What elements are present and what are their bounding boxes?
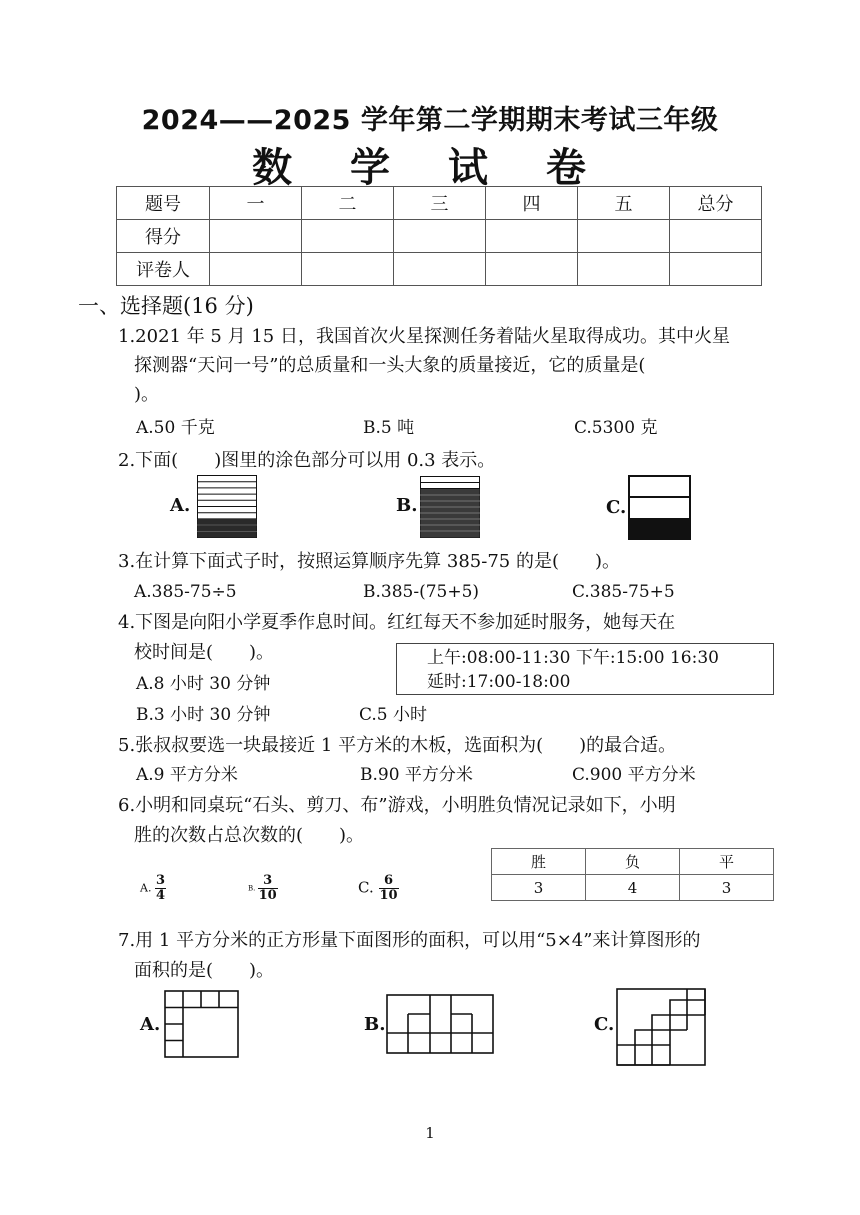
q3-option-c: C.385-75+5	[572, 582, 675, 602]
grader-cell	[210, 253, 302, 286]
fraction-denominator: 10	[258, 888, 277, 903]
q5-text: 5.张叔叔要选一块最接近 1 平方米的木板，选面积为( )的最合适。	[118, 735, 677, 756]
grader-row-label: 评卷人	[117, 253, 210, 286]
score-header-cell: 三	[394, 187, 486, 220]
q7-line1: 7.用 1 平方分米的正方形量下面图形的面积，可以用“5×4”来计算图形的	[118, 930, 701, 951]
q7-line2: 面积的是( )。	[134, 960, 275, 981]
score-header-cell: 一	[210, 187, 302, 220]
record-table	[491, 848, 774, 901]
schedule-line1: 上午:08:00-11:30 下午:15:00 16:30	[427, 648, 719, 668]
record-value-win: 3	[492, 875, 586, 901]
score-table	[116, 186, 762, 286]
fraction-denominator: 4	[155, 888, 165, 903]
score-cell	[486, 220, 578, 253]
q4-option-b: B.3 小时 30 分钟	[136, 705, 271, 725]
score-cell	[578, 220, 670, 253]
section-title: 一、选择题(16 分)	[78, 294, 254, 318]
q3-option-a: A.385-75÷5	[134, 582, 237, 602]
q3-option-b: B.385-(75+5)	[363, 582, 480, 602]
q5-option-a: A.9 平方分米	[136, 765, 238, 785]
fraction-denominator: 10	[379, 888, 398, 903]
q6-option-c-fraction	[379, 874, 399, 903]
q2-figure-c	[628, 475, 691, 540]
q3-text: 3.在计算下面式子时，按照运算顺序先算 385-75 的是( )。	[118, 551, 621, 572]
fraction-numerator: 6	[379, 874, 399, 889]
q1-option-c: C.5300 克	[574, 418, 658, 438]
schedule-box	[396, 643, 774, 695]
q6-option-c	[358, 874, 399, 903]
q2-label-c: C.	[606, 497, 627, 518]
q6-line1: 6.小明和同桌玩“石头、剪刀、布”游戏，小明胜负情况记录如下，小明	[118, 795, 676, 816]
q1-option-a: A.50 千克	[136, 418, 215, 438]
score-cell	[302, 220, 394, 253]
q7-figure-c	[616, 988, 706, 1066]
q6-option-c-label: C.	[358, 878, 374, 897]
score-header-cell: 五	[578, 187, 670, 220]
schedule-line2: 延时:17:00-18:00	[427, 672, 571, 692]
q6-option-b-label: B.	[248, 884, 256, 893]
q6-line2: 胜的次数占总次数的( )。	[134, 825, 365, 846]
q2-figure-b	[420, 476, 480, 538]
exam-subtitle: 数 学 试 卷	[252, 144, 608, 191]
q6-option-b-fraction	[258, 874, 278, 903]
q2-label-b: B.	[396, 495, 418, 516]
q6-option-b	[248, 874, 278, 903]
q6-option-a-label: A.	[140, 881, 152, 895]
q4-line1: 4.下图是向阳小学夏季作息时间。红红每天不参加延时服务，她每天在	[118, 612, 676, 633]
exam-title: 2024——2025 学年第二学期期末考试三年级	[141, 105, 719, 136]
score-cell	[394, 220, 486, 253]
q4-option-c: C.5 小时	[359, 705, 428, 725]
score-cell	[670, 220, 762, 253]
fraction-numerator: 3	[155, 873, 165, 888]
q5-option-c: C.900 平方分米	[572, 765, 696, 785]
q1-line1: 1.2021 年 5 月 15 日，我国首次火星探测任务着陆火星取得成功。其中火星	[118, 326, 730, 347]
record-header-draw: 平	[680, 849, 774, 875]
q1-line2: 探测器“天问一号”的总质量和一头大象的质量接近，它的质量是(	[134, 355, 646, 376]
q7-label-a: A.	[140, 1014, 161, 1035]
score-header-cell: 四	[486, 187, 578, 220]
q7-label-c: C.	[594, 1014, 615, 1035]
grader-row	[117, 253, 762, 286]
q2-figure-a	[197, 475, 257, 538]
q7-figure-a	[164, 990, 239, 1058]
score-cell	[210, 220, 302, 253]
score-header-cell: 题号	[117, 187, 210, 220]
record-value-lose: 4	[586, 875, 680, 901]
record-value-draw: 3	[680, 875, 774, 901]
grader-cell	[486, 253, 578, 286]
q7-label-b: B.	[364, 1014, 386, 1035]
score-row-label: 得分	[117, 220, 210, 253]
fraction-numerator: 3	[258, 874, 278, 889]
grader-cell	[670, 253, 762, 286]
q7-figure-b	[386, 994, 494, 1054]
record-value-row	[492, 875, 774, 901]
score-row	[117, 220, 762, 253]
q6-option-a	[140, 874, 166, 903]
page-number: 1	[425, 1124, 435, 1142]
score-header-cell: 二	[302, 187, 394, 220]
q5-option-b: B.90 平方分米	[360, 765, 473, 785]
record-header-lose: 负	[586, 849, 680, 875]
score-table-header-row	[117, 187, 762, 220]
grader-cell	[578, 253, 670, 286]
q4-line2: 校时间是( )。	[134, 642, 275, 663]
q1-option-b: B.5 吨	[363, 418, 415, 438]
record-header-row	[492, 849, 774, 875]
q2-label-a: A.	[170, 495, 191, 516]
grader-cell	[302, 253, 394, 286]
q4-option-a: A.8 小时 30 分钟	[136, 674, 271, 694]
grader-cell	[394, 253, 486, 286]
q2-text: 2.下面( )图里的涂色部分可以用 0.3 表示。	[118, 450, 496, 471]
q1-line3: )。	[134, 384, 160, 405]
record-header-win: 胜	[492, 849, 586, 875]
q6-option-a-fraction	[155, 874, 166, 903]
score-header-cell: 总分	[670, 187, 762, 220]
